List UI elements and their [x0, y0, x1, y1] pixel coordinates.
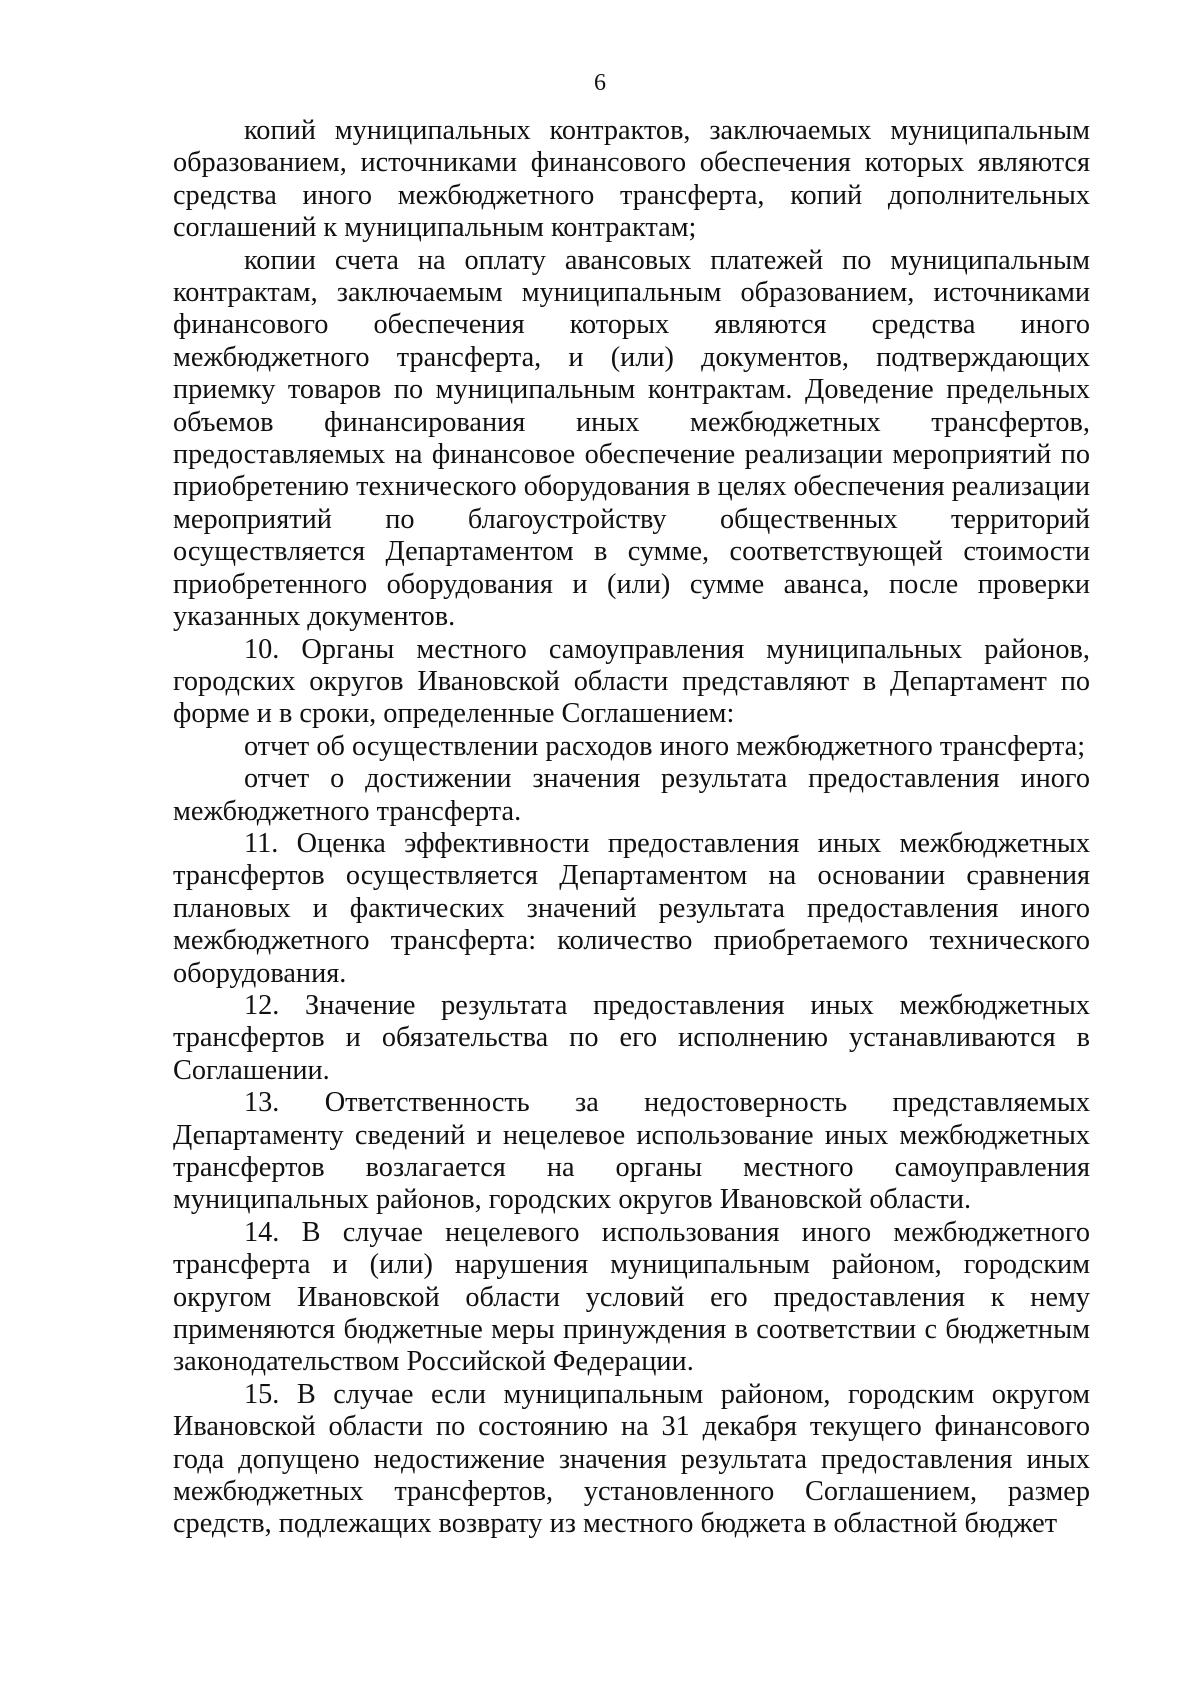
- paragraph-advance-invoice: копии счета на оплату авансовых платежей по муниципальным контрактам, заключаемым муниципальным образованием, источниками финансового обеспечения которых являются средства иного межбюджетного трансферта, и (или) документов, подтверждающих приемку товаров по муниципальным контрактам. Доведение предельных объемов финансирования иных межбюджетных трансфертов, предоставляемых на финансовое обеспечение реализации мероприятий по приобретению технического оборудования в целях обеспечения реализации мероприятий по благоустройству общественных территорий осуществляется Департаментом в сумме, соответствующей стоимости приобретенного оборудования и (или) сумме аванса, после проверки указанных документов.: [173, 244, 1090, 633]
- paragraph-contract-copies: копий муниципальных контрактов, заключаемых муниципальным образованием, источниками финансового обеспечения которых являются средства иного межбюджетного трансферта, копий дополнительных соглашений к муниципальным контрактам;: [173, 115, 1090, 244]
- page-number: 6: [594, 70, 606, 96]
- paragraph-item-10: 10. Органы местного самоуправления муниципальных районов, городских округов Ивановской области представляют в Департамент по форме и в сроки, определенные Соглашением:: [173, 633, 1090, 730]
- document-body: [173, 115, 1090, 1541]
- paragraph-item-14: 14. В случае нецелевого использования иного межбюджетного трансферта и (или) нарушения муниципальным районом, городским округом Ивановской области условий его предоставления к нему применяются бюджетные меры принуждения в соответствии с бюджетным законодательством Российской Федерации.: [173, 1216, 1090, 1378]
- paragraph-item-12: 12. Значение результата предоставления иных межбюджетных трансфертов и обязательства по его исполнению устанавливаются в Соглашении.: [173, 989, 1090, 1086]
- paragraph-item-15: 15. В случае если муниципальным районом, городским округом Ивановской области по состоянию на 31 декабря текущего финансового года допущено недостижение значения результата предоставления иных межбюджетных трансфертов, установленного Соглашением, размер средств, подлежащих возврату из местного бюджета в областной бюджет: [173, 1378, 1090, 1540]
- paragraph-item-11: 11. Оценка эффективности предоставления иных межбюджетных трансфертов осуществляется Департаментом на основании сравнения плановых и фактических значений результата предоставления иного межбюджетного трансферта: количество приобретаемого технического оборудования.: [173, 827, 1090, 989]
- paragraph-expense-report: отчет об осуществлении расходов иного межбюджетного трансферта;: [244, 730, 1086, 762]
- paragraph-item-13: 13. Ответственность за недостоверность представляемых Департаменту сведений и нецелевое использование иных межбюджетных трансфертов возлагается на органы местного самоуправления муниципальных районов, городских округов Ивановской области.: [173, 1087, 1090, 1216]
- paragraph-result-report: отчет о достижении значения результата предоставления иного межбюджетного трансферта.: [173, 763, 1090, 827]
